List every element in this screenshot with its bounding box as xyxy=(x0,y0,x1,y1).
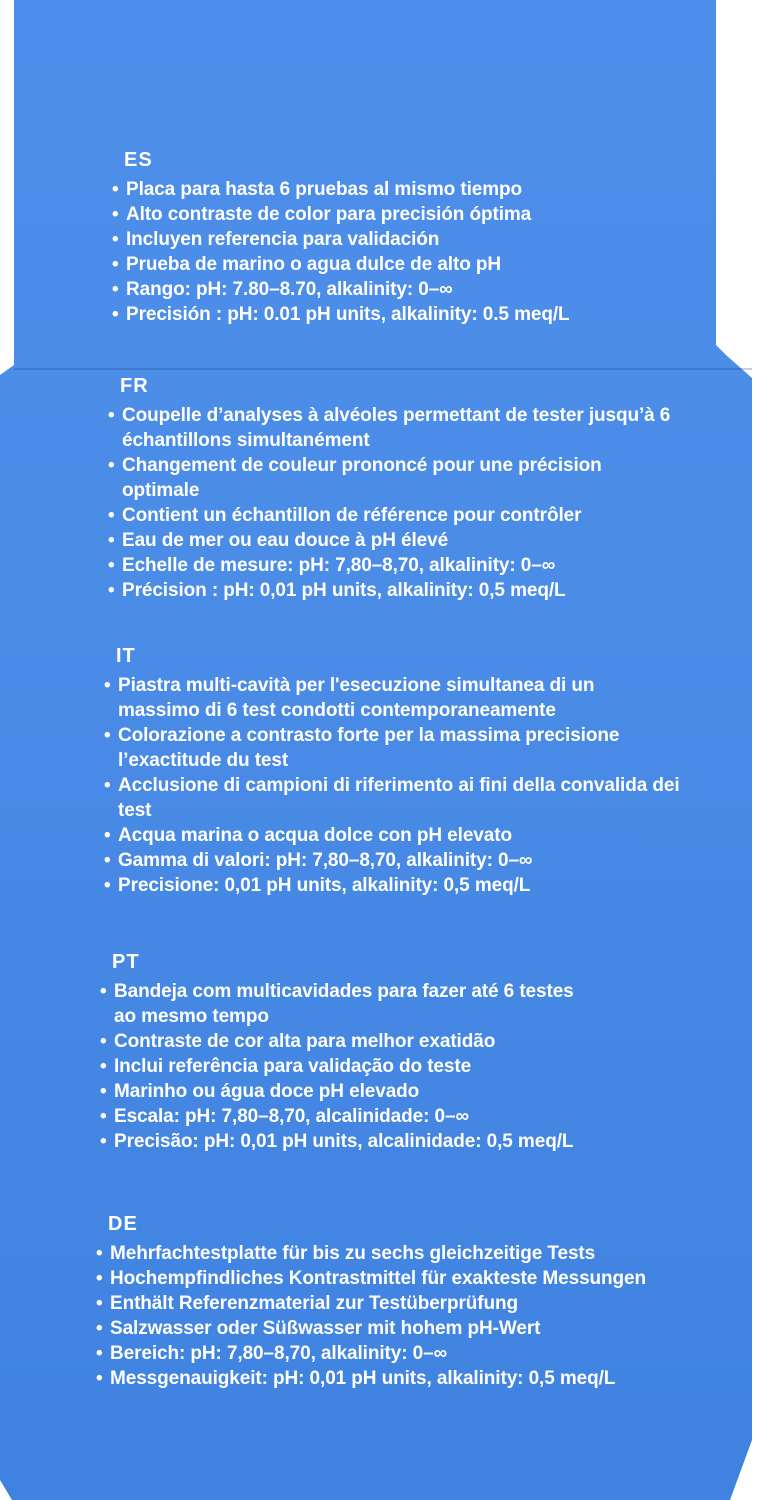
list-item: • Echelle de mesure: pH: 7,80–8,70, alkalinity: 0–∞ xyxy=(108,553,708,578)
list-item: • Salzwasser oder Süßwasser mit hohem pH-Wert xyxy=(96,1316,716,1341)
list-item: • Gamma di valori: pH: 7,80–8,70, alkalinity: 0–∞ xyxy=(104,848,714,873)
list-item: • Precisione: 0,01 pH units, alkalinity: 0,5 meq/L xyxy=(104,873,714,898)
list-item: • Precisão: pH: 0,01 pH units, alcalinidade: 0,5 meq/L xyxy=(100,1129,660,1154)
list-item: • Piastra multi-cavità per l'esecuzione simultanea di un massimo di 6 test condotti contemporaneamente xyxy=(104,673,638,723)
section-es xyxy=(112,148,570,327)
section-de xyxy=(96,1212,716,1391)
section-fr xyxy=(108,374,708,603)
language-heading: IT xyxy=(116,645,136,667)
list-item: • Placa para hasta 6 pruebas al mismo tiempo xyxy=(112,177,570,202)
list-item: • Hochempfindliches Kontrastmittel für exakteste Messungen xyxy=(96,1266,716,1291)
language-heading: DE xyxy=(108,1213,138,1235)
list-item: • Acqua marina o acqua dolce con pH elevato xyxy=(104,823,714,848)
list-item: • Mehrfachtestplatte für bis zu sechs gleichzeitige Tests xyxy=(96,1241,716,1266)
list-item: • Bereich: pH: 7,80–8,70, alkalinity: 0–∞ xyxy=(96,1341,716,1366)
list-item: • Precisión : pH: 0.01 pH units, alkalinity: 0.5 meq/L xyxy=(112,302,570,327)
language-heading: FR xyxy=(120,375,149,397)
list-item: • Incluyen referencia para validación xyxy=(112,227,570,252)
list-item: • Marinho ou água doce pH elevado xyxy=(100,1079,660,1104)
section-it xyxy=(104,644,714,898)
list-item: • Contient un échantillon de référence pour contrôler xyxy=(108,503,708,528)
list-item: • Coupelle d’analyses à alvéoles permettant de tester jusqu’à 6 échantillons simultanément xyxy=(108,403,708,453)
list-item: • Colorazione a contrasto forte per la massima precisione l’exactitude du test xyxy=(104,723,658,773)
list-item: • Rango: pH: 7.80–8.70, alkalinity: 0–∞ xyxy=(112,277,570,302)
language-heading: ES xyxy=(124,149,153,171)
list-item: • Escala: pH: 7,80–8,70, alcalinidade: 0–∞ xyxy=(100,1104,660,1129)
language-heading: PT xyxy=(112,951,140,973)
list-item: • Messgenauigkeit: pH: 0,01 pH units, alkalinity: 0,5 meq/L xyxy=(96,1366,716,1391)
list-item: • Bandeja com multicavidades para fazer até 6 testes ao mesmo tempo xyxy=(100,979,594,1029)
list-item: • Enthält Referenzmaterial zur Testüberprüfung xyxy=(96,1291,716,1316)
list-item: • Eau de mer ou eau douce à pH élevé xyxy=(108,528,708,553)
list-item: • Précision : pH: 0,01 pH units, alkalinity: 0,5 meq/L xyxy=(108,578,708,603)
list-item: • Acclusione di campioni di riferimento ai fini della convalida dei test xyxy=(104,773,714,823)
list-item: • Contraste de cor alta para melhor exatidão xyxy=(100,1029,660,1054)
list-item: • Alto contraste de color para precisión óptima xyxy=(112,202,570,227)
fold-line xyxy=(14,368,752,370)
list-item: • Prueba de marino o agua dulce de alto pH xyxy=(112,252,570,277)
list-item: • Inclui referência para validação do teste xyxy=(100,1054,660,1079)
list-item: • Changement de couleur prononcé pour une précision optimale xyxy=(108,453,642,503)
section-pt xyxy=(100,950,660,1154)
